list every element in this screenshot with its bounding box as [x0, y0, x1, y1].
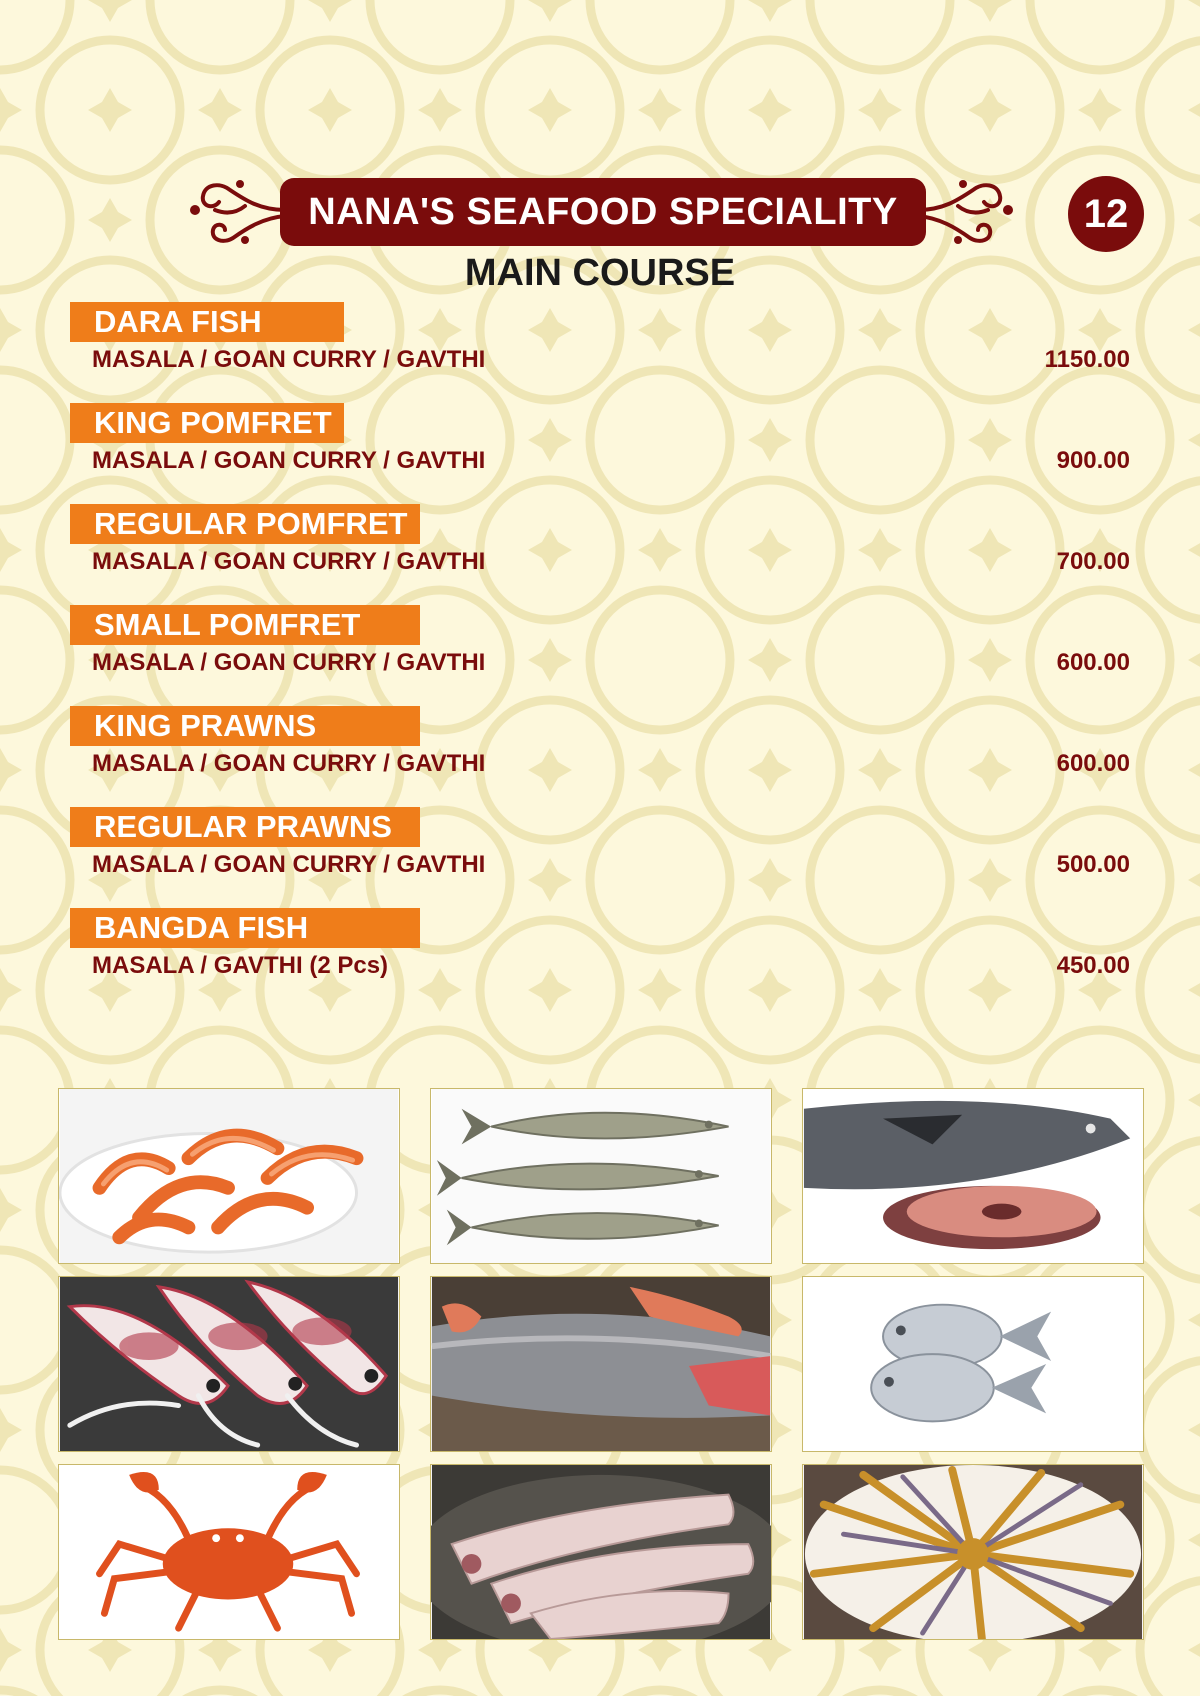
menu-item-price: 900.00: [1056, 447, 1130, 474]
menu-item-description: MASALA / GOAN CURRY / GAVTHI: [92, 851, 486, 878]
menu-item-price: 700.00: [1056, 548, 1130, 575]
menu-item: [0, 706, 1200, 806]
squid-photo: [58, 1276, 400, 1452]
mackerel-photo: [430, 1088, 772, 1264]
page-number-badge: 12: [1068, 176, 1144, 252]
menu-item-description: MASALA / GOAN CURRY / GAVTHI: [92, 649, 486, 676]
section-title: MAIN COURSE: [464, 252, 736, 294]
menu-item-name: BANGDA FISH: [70, 908, 420, 948]
menu-item-name: KING PRAWNS: [70, 706, 420, 746]
prawns-photo: [58, 1088, 400, 1264]
menu-item-price: 1150.00: [1044, 346, 1130, 373]
menu-item-description: MASALA / GOAN CURRY / GAVTHI: [92, 346, 486, 373]
fish-fillet-photo: [430, 1276, 772, 1452]
menu-item-name: KING POMFRET: [70, 403, 344, 443]
menu-item-name: REGULAR PRAWNS: [70, 807, 420, 847]
menu-item: [0, 807, 1200, 907]
page-title: NANA'S SEAFOOD SPECIALITY: [280, 178, 926, 246]
header: [0, 160, 1200, 250]
menu-item: [0, 504, 1200, 604]
menu-item-name: SMALL POMFRET: [70, 605, 420, 645]
menu-item-price: 450.00: [1056, 952, 1130, 979]
bombay-duck-photo: [430, 1464, 772, 1640]
menu-item-description: MASALA / GAVTHI (2 Pcs): [92, 952, 389, 979]
menu-item: [0, 302, 1200, 402]
anchovy-platter-photo: [802, 1464, 1144, 1640]
menu-item-description: MASALA / GOAN CURRY / GAVTHI: [92, 447, 486, 474]
seer-fish-steak-photo: [802, 1088, 1144, 1264]
menu-item-price: 600.00: [1056, 649, 1130, 676]
crab-photo: [58, 1464, 400, 1640]
menu-item-name: REGULAR POMFRET: [70, 504, 420, 544]
menu-item: [0, 908, 1200, 1008]
menu-item-price: 500.00: [1056, 851, 1130, 878]
menu-item-name: DARA FISH: [70, 302, 344, 342]
photo-grid: [58, 1088, 1144, 1640]
menu-item-description: MASALA / GOAN CURRY / GAVTHI: [92, 750, 486, 777]
pomfret-photo: [802, 1276, 1144, 1452]
right-flourish-icon: [918, 170, 1018, 250]
menu-item-price: 600.00: [1056, 750, 1130, 777]
menu-item-description: MASALA / GOAN CURRY / GAVTHI: [92, 548, 486, 575]
left-flourish-icon: [185, 170, 285, 250]
menu-item: [0, 403, 1200, 503]
menu-item: [0, 605, 1200, 705]
